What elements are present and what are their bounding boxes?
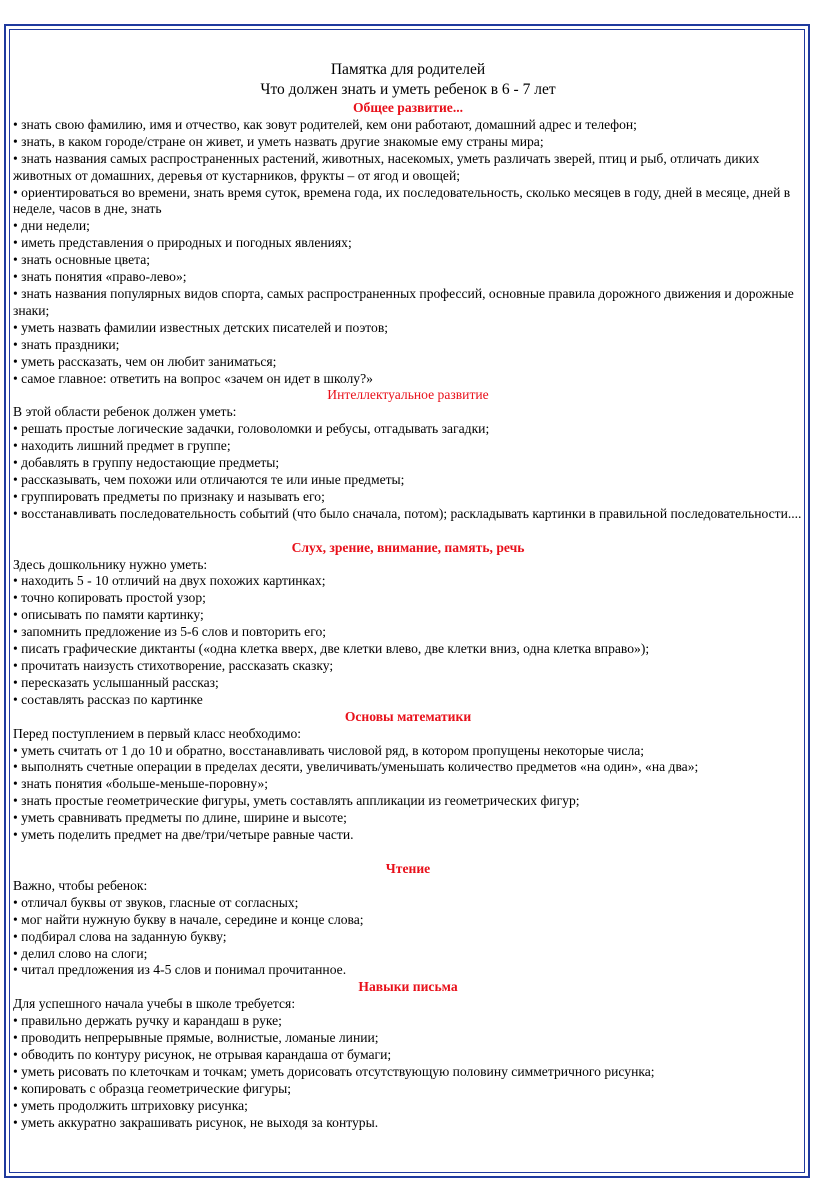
list-item: • знать праздники; [13,336,120,352]
page-subtitle: Что должен знать и уметь ребенок в 6 - 7 лет [260,81,556,98]
section-intro: Перед поступлением в первый класс необходимо: [13,725,302,741]
list-item: • находить лишний предмет в группе; [13,438,231,454]
list-item: • обводить по контуру рисунок, не отрывая карандаша от бумаги; [13,1046,392,1062]
section-list-general [13,117,803,388]
list-item: • отличал буквы от звуков, гласные от согласных; [13,894,299,910]
section-heading-reading: Чтение [385,860,431,876]
list-item: • группировать предметы по признаку и называть его; [13,488,325,504]
section-list-reading [13,895,803,980]
list-item: • рассказывать, чем похожи или отличаются те или иные предметы; [13,471,405,487]
list-item: • точно копировать простой узор; [13,590,206,606]
list-item: • выполнять счетные операции в пределах десяти, увеличивать/уменьшать количество предметов «на один», «на два»; [13,759,699,775]
section-list-writing [13,1013,803,1131]
list-item: • находить 5 - 10 отличий на двух похожих картинках; [13,573,326,589]
section-heading-perception: Слух, зрение, внимание, память, речь [291,539,525,555]
list-item: • знать свою фамилию, имя и отчество, как зовут родителей, кем они работают, домашний адрес и телефон; [13,116,637,132]
list-item: • копировать с образца геометрические фигуры; [13,1080,292,1096]
list-item: • дни недели; [13,218,90,234]
list-item: • решать простые логические задачки, головоломки и ребусы, отгадывать загадки; [13,421,490,437]
list-item: • добавлять в группу недостающие предметы; [13,455,280,471]
section-list-math [13,743,803,844]
memo-content [13,60,803,1131]
section-heading-intellect: Интеллектуальное развитие [327,387,489,403]
list-item: • знать названия самых распространенных растений, животных, насекомых, уметь различать зверей, птиц и рыб, отличать диких животных от домашних, деревья от кустарников, фрукты – от ягод и овощей; [13,150,760,183]
list-item: • знать названия популярных видов спорта, самых распространенных профессий, основные правила дорожного движения и дорожные знаки; [13,285,794,318]
list-item: • уметь поделить предмет на две/три/четыре равные части. [13,827,354,843]
list-item: • уметь считать от 1 до 10 и обратно, восстанавливать числовой ряд, в котором пропущены некоторые числа; [13,742,645,758]
list-item: • уметь назвать фамилии известных детских писателей и поэтов; [13,319,389,335]
section-intro: В этой области ребенок должен уметь: [13,404,237,420]
list-item: • ориентироваться во времени, знать время суток, времена года, их последовательность, сколько месяцев в году, дней в месяце, дней в неделе, часов в дне, знать [13,184,791,217]
page-title: Памятка для родителей [330,61,486,78]
spacer [13,844,803,861]
section-heading-writing: Навыки письма [358,979,458,995]
list-item: • самое главное: ответить на вопрос «зачем он идет в школу?» [13,370,373,386]
list-item: • уметь аккуратно закрашивать рисунок, не выходя за контуры. [13,1114,379,1130]
list-item: • иметь представления о природных и погодных явлениях; [13,235,352,251]
list-item: • уметь рассказать, чем он любит заниматься; [13,353,277,369]
list-item: • знать основные цвета; [13,252,151,268]
list-item: • уметь продолжить штриховку рисунка; [13,1097,248,1113]
list-item: • составлять рассказ по картинке [13,691,203,707]
section-heading-math: Основы математики [344,708,472,724]
list-item: • проводить непрерывные прямые, волнистые, ломаные линии; [13,1030,379,1046]
list-item: • прочитать наизусть стихотворение, рассказать сказку; [13,658,334,673]
list-item: • делил слово на слоги; [13,945,148,961]
list-item: • писать графические диктанты («одна клетка вверх, две клетки влево, две клетки вниз, одна клетка вправо»); [13,641,650,657]
list-item: • читал предложения из 4-5 слов и понимал прочитанное. [13,962,347,978]
list-item: • мог найти нужную букву в начале, середине и конце слова; [13,911,364,927]
list-item: • знать простые геометрические фигуры, уметь составлять аппликации из геометрических фигур; [13,793,580,809]
list-item: • знать понятия «право-лево»; [13,269,187,285]
list-item: • подбирал слова на заданную букву; [13,928,227,944]
list-item: • восстанавливать последовательность событий (что было сначала, потом); раскладывать картинки в правильной последовательности.... [13,505,802,521]
list-item: • правильно держать ручку и карандаш в руке; [13,1013,282,1029]
section-list-intellect [13,421,803,522]
list-item: • уметь сравнивать предметы по длине, ширине и высоте; [13,810,347,826]
list-item: • знать, в каком городе/стране он живет, и уметь назвать другие знакомые ему страны мира; [13,133,544,149]
section-heading-general: Общее развитие... [352,100,464,115]
list-item: • уметь рисовать по клеточкам и точкам; уметь дорисовать отсутствующую половину симметричного рисунка; [13,1063,655,1079]
list-item: • описывать по памяти картинку; [13,607,204,623]
section-intro: Важно, чтобы ребенок: [13,877,148,893]
spacer [13,523,803,540]
section-list-perception [13,573,803,708]
list-item: • пересказать услышанный рассказ; [13,674,219,690]
list-item: • запомнить предложение из 5-6 слов и повторить его; [13,624,327,640]
list-item: • знать понятия «больше-меньше-поровну»; [13,776,269,792]
section-intro: Здесь дошкольнику нужно уметь: [13,556,208,572]
section-intro: Для успешного начала учебы в школе требуется: [13,996,296,1012]
